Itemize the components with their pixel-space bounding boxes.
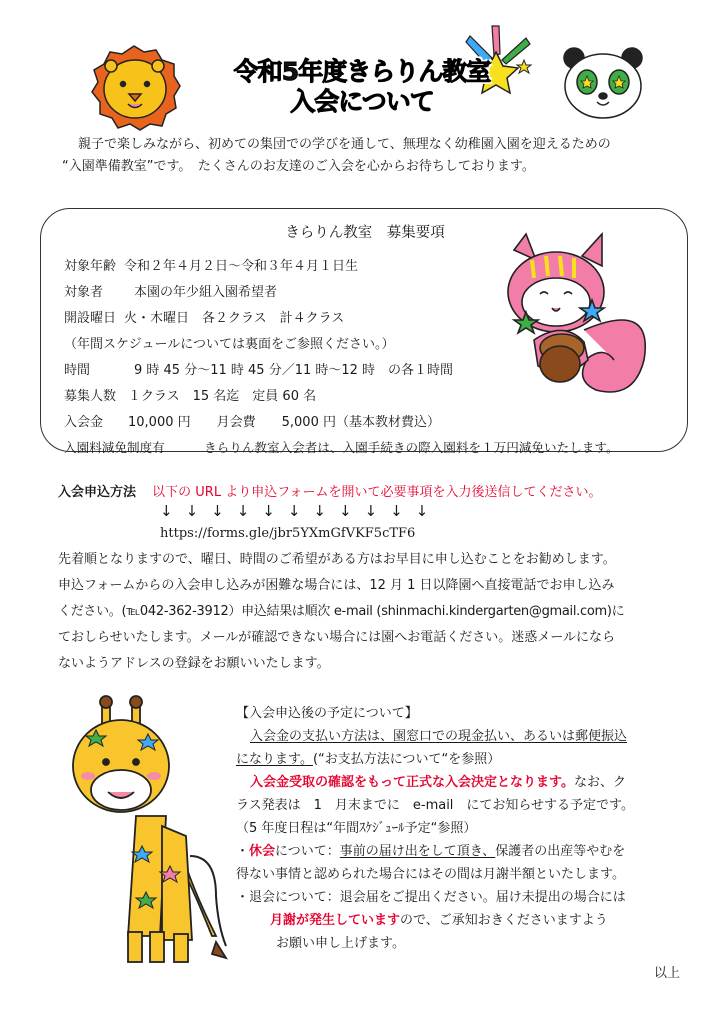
confirmation-line: 入会金受取の確認をもって正式な入会決定となります。なお、ク (250, 775, 626, 790)
requirements-heading: きらりん教室 募集要項 (285, 225, 445, 241)
para-line: ください。(℡042-362-3912）申込結果は順次 e-mail (shinmachi.kindergarten@gmail.com)に (58, 604, 625, 619)
withdraw-line-1: ・退会について：退会届をご提出ください。届け未提出の場合には (236, 890, 626, 905)
arrow-row: ↓↓↓↓↓↓↓↓↓↓↓ (160, 502, 442, 520)
application-paragraph (58, 547, 683, 677)
application-instruction: 以下の URL より申込フォームを開いて必要事項を入力後送信してください。 (152, 485, 602, 500)
req-row-schedule-note: （年間スケジュールについては裏面をご参照ください。） (64, 337, 395, 352)
para-line: 申込フォームからの入会申し込みが困難な場合には、12 月 1 日以降園へ直接電話でお申し込み (58, 578, 615, 593)
para-line: ておしらせいたします。メールが確認できない場合には園へお電話ください。迷惑メールになら (58, 630, 616, 645)
leave-line-2: 得ない事情と認められた場合にはその間は月謝半額といたします。 (236, 867, 625, 882)
req-row-fee: 入会金 10,000 円 月会費 5,000 円（基本教材費込） (64, 415, 440, 430)
after-heading: 【入会申込後の予定について】 (236, 706, 418, 721)
form-url-link[interactable]: https://forms.gle/jbr5YXmGfVKF5cTF6 (160, 526, 416, 541)
withdraw-line-2: 月謝が発生していますので、ご承知おきくださいますよう (270, 913, 608, 928)
application-line (58, 481, 602, 500)
page-subtitle: 入会について (290, 87, 434, 116)
schedule-ref-line: （5 年度日程は“年間ｽｹｼﾞｭｰﾙ予定“参照） (236, 821, 477, 836)
para-line: 先着順となりますので、曜日、時間のご希望がある方はお早目に申し込むことをお勧めします。 (58, 552, 616, 567)
req-row-discount: 入園料減免制度有 きらりん教室入会者は、入園手続きの際入園料を１万円減免いたします。 (64, 440, 619, 455)
application-label: 入会申込方法 (58, 485, 137, 500)
payment-line-1: 入会金の支払い方法は、園窓口での現金払い、あるいは郵便振込 (250, 729, 628, 744)
req-row-capacity: 募集人数 １クラス 15 名迄 定員 60 名 (64, 389, 317, 404)
req-row-time: 時間 9 時 45 分～11 時 45 分／11 時～12 時 の各１時間 (64, 363, 454, 378)
req-row-days: 開設曜日 火・木曜日 各２クラス 計４クラス (64, 311, 345, 326)
payment-line-2: になります。(“お支払方法について“を参照） (236, 752, 501, 767)
squirrel-icon (504, 230, 654, 402)
req-row-target: 対象者 本園の年少組入園希望者 (64, 285, 278, 300)
giraffe-icon (66, 696, 226, 968)
para-line: ないようアドレスの登録をお願いいたします。 (58, 656, 330, 671)
after-section (236, 702, 686, 955)
leave-line-1: ・休会について：事前の届け出をして頂き、保護者の出産等やむを (236, 844, 626, 859)
page-title: 令和5年度きらりん教室 (233, 57, 491, 86)
intro-line-1: 親子で楽しみながら、初めての集団での学びを通して、無理なく幼稚園入園を迎えるための (78, 137, 611, 152)
intro-line-2: “入園準備教室”です。 たくさんのお友達のご入会を心からお待ちしております。 (62, 159, 535, 174)
withdraw-line-3: お願い申し上げます。 (276, 936, 405, 951)
req-row-age: 対象年齢 令和２年４月２日～令和３年４月１日生 (64, 259, 359, 274)
class-announce-line: ラス発表は 1 月末までに e-mail にてお知らせする予定です。 (236, 798, 634, 813)
closing-text: 以上 (654, 966, 681, 981)
